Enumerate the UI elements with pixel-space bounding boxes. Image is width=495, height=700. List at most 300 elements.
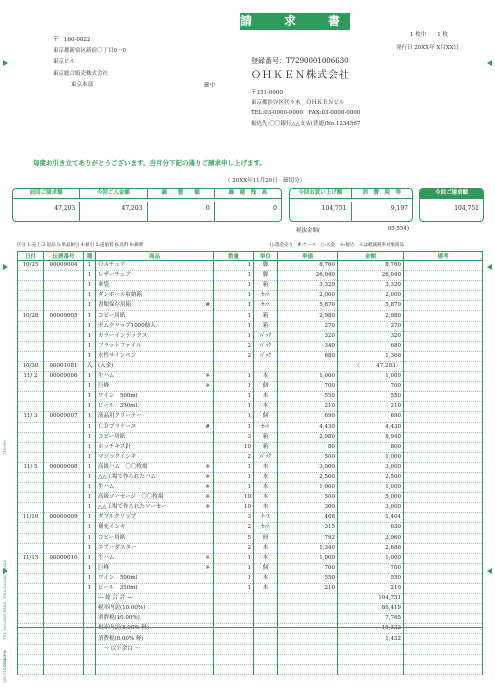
tax-mark: ※ xyxy=(205,463,210,470)
cell-note xyxy=(404,412,483,422)
cell-date xyxy=(18,392,44,402)
cell-product xyxy=(96,493,214,503)
cell-amount: 1,000 xyxy=(338,483,404,493)
cell-note xyxy=(404,553,483,563)
cell-unit-price xyxy=(278,634,338,644)
table-row xyxy=(18,644,483,654)
cell-quantity: 3 xyxy=(214,432,254,442)
cell-type: 1 xyxy=(84,573,96,583)
cell-unit: 本 xyxy=(254,402,278,412)
cell-type xyxy=(84,664,96,674)
cell-unit: 本 xyxy=(254,543,278,553)
cell-unit-price xyxy=(278,361,338,371)
punch-mark-icon xyxy=(487,264,492,270)
cell-date: 10/30 xyxy=(18,361,44,371)
cell-amount: 19,332 xyxy=(338,624,404,634)
cell-quantity xyxy=(214,664,254,674)
product-name: △△工場で作られたハム xyxy=(98,474,156,481)
cell-unit-price xyxy=(278,614,338,624)
cell-amount: 8,940 xyxy=(338,432,404,442)
table-row xyxy=(18,341,483,351)
summary-header: 調 整 額 xyxy=(148,189,215,198)
product-name: 税率内訳(8.00% 軽) xyxy=(98,625,150,632)
cell-type: 1 xyxy=(84,543,96,553)
product-name: 液晶用クリーナー xyxy=(98,413,143,420)
cell-amount: 1,000 xyxy=(338,372,404,382)
cell-product xyxy=(96,654,214,664)
cell-quantity: 1 xyxy=(214,462,254,472)
cell-slip-number xyxy=(44,634,84,644)
cell-unit-price: 690 xyxy=(278,412,338,422)
cell-slip-number xyxy=(44,452,84,462)
cell-slip-number xyxy=(44,664,84,674)
cell-slip-number xyxy=(44,503,84,513)
cell-product xyxy=(96,291,214,301)
cell-date xyxy=(18,271,44,281)
recipient-honorific: 御中 xyxy=(204,83,216,89)
recipient-address2: 東京ビル xyxy=(53,59,76,65)
cell-type: 1 xyxy=(84,261,96,271)
cell-type: 1 xyxy=(84,341,96,351)
table-row xyxy=(18,543,483,553)
cell-product xyxy=(96,331,214,341)
table-row xyxy=(18,604,483,614)
cell-quantity: 1 xyxy=(214,372,254,382)
cell-product xyxy=(96,664,214,674)
cell-unit-price xyxy=(278,664,338,674)
product-name: ビール 350ml xyxy=(98,585,138,592)
cell-type xyxy=(84,634,96,644)
table-row xyxy=(18,483,483,493)
table-row xyxy=(18,493,483,503)
cell-slip-number: 00009006 xyxy=(44,372,84,382)
tax-mark: ※ xyxy=(205,554,210,561)
cell-quantity: 1 xyxy=(214,382,254,392)
cell-product xyxy=(96,432,214,442)
cell-product xyxy=(96,271,214,281)
summary-value: 0 xyxy=(273,205,277,212)
cell-date xyxy=(18,442,44,452)
product-name: △△工場で作られたソーセー xyxy=(98,504,167,511)
cell-date xyxy=(18,422,44,432)
summary-value: 104,751 xyxy=(290,202,352,221)
cell-type: 1 xyxy=(84,503,96,513)
product-name: レザーチェア xyxy=(98,272,131,279)
cell-amount xyxy=(338,644,404,654)
cell-unit-price: 4,430 xyxy=(278,422,338,432)
cell-unit: ﾊﾟｯｸ xyxy=(254,351,278,361)
punch-mark-icon xyxy=(3,60,8,66)
cell-unit-price: 1,340 xyxy=(278,543,338,553)
cell-amount: 85,419 xyxy=(338,604,404,614)
cell-type: 1 xyxy=(84,372,96,382)
column-header: 日付 xyxy=(18,252,44,261)
table-row xyxy=(18,462,483,472)
table-row xyxy=(18,261,483,271)
cell-product xyxy=(96,412,214,422)
cell-unit: ｹｰｽ xyxy=(254,513,278,523)
product-name: ＯＡチェア xyxy=(98,262,126,269)
cell-type: 1 xyxy=(84,382,96,392)
cell-slip-number xyxy=(44,331,84,341)
tax-mark: ※ xyxy=(205,383,210,390)
cell-quantity: 10 xyxy=(214,493,254,503)
cell-quantity: 2 xyxy=(214,523,254,533)
cell-slip-number xyxy=(44,594,84,604)
cell-amount: 7,765 xyxy=(338,614,404,624)
cell-date xyxy=(18,493,44,503)
cell-unit-price xyxy=(278,644,338,654)
cell-type: 1 xyxy=(84,412,96,422)
cell-product xyxy=(96,553,214,563)
cell-quantity xyxy=(214,614,254,624)
cell-note xyxy=(404,331,483,341)
cell-product xyxy=(96,361,214,371)
product-name: 消費税(10.00%) xyxy=(98,615,140,622)
cell-unit: 本 xyxy=(254,584,278,594)
cell-quantity: 1 xyxy=(214,301,254,311)
cell-note xyxy=(404,261,483,271)
cell-product xyxy=(96,311,214,321)
cell-unit: 本 xyxy=(254,573,278,583)
column-header: 単価 xyxy=(278,252,338,261)
sender-postal: 〒151-0000 xyxy=(251,90,283,96)
cell-unit: ﾊﾟｯｸ xyxy=(254,331,278,341)
cell-note xyxy=(404,301,483,311)
product-name: ワイン 500ml xyxy=(98,574,138,581)
recipient-branch: 東京本部 xyxy=(71,82,94,88)
cell-unit: 本 xyxy=(254,503,278,513)
cell-amount: 680 xyxy=(338,341,404,351)
product-name: ― 総 合 計 ― xyxy=(98,595,133,602)
cell-unit-price: 300 xyxy=(278,503,338,513)
cell-unit: 箱 xyxy=(254,442,278,452)
side-brand: OHKEN xyxy=(2,650,7,668)
cell-amount: 2,500 xyxy=(338,472,404,482)
punch-mark-icon xyxy=(3,568,8,574)
cell-unit: ｾｯﾄ xyxy=(254,422,278,432)
product-name: 傘袋 xyxy=(98,282,110,289)
table-row xyxy=(18,503,483,513)
cell-amount: 550 xyxy=(338,573,404,583)
product-name: 巨峰 xyxy=(98,383,110,390)
side-contact: TEL 03(3395)8464 FAX 03(3867)8628 xyxy=(2,560,7,641)
recipient-address1: 東京都新宿区新宿〇丁目0－0 xyxy=(53,48,126,54)
cell-date xyxy=(18,341,44,351)
page-info: 1 枚中 1 枚 xyxy=(410,32,448,38)
product-name: ホッチキス針 xyxy=(98,443,131,450)
table-row xyxy=(18,563,483,573)
cell-type: 1 xyxy=(84,483,96,493)
product-name: 税率内訳(10.00%) xyxy=(98,605,146,612)
cell-unit-price: 680 xyxy=(278,351,338,361)
table-row xyxy=(18,624,483,634)
sender-company: ＯＨＫＥＮ株式会社 xyxy=(251,70,350,81)
cell-note xyxy=(404,634,483,644)
cell-unit: 個 xyxy=(254,382,278,392)
cell-date xyxy=(18,402,44,412)
summary-right-box xyxy=(419,188,484,222)
cell-slip-number xyxy=(44,573,84,583)
cell-amount: 800 xyxy=(338,442,404,452)
cell-note xyxy=(404,392,483,402)
cell-unit-price: 2,980 xyxy=(278,311,338,321)
cell-quantity: 1 xyxy=(214,563,254,573)
cell-note xyxy=(404,614,483,624)
cell-unit-price: 500 xyxy=(278,452,338,462)
cell-product xyxy=(96,483,214,493)
tax-mark: ※ xyxy=(205,373,210,380)
cell-product xyxy=(96,442,214,452)
table-row xyxy=(18,311,483,321)
cell-product xyxy=(96,261,214,271)
cell-date xyxy=(18,331,44,341)
cell-amount: 1,000 xyxy=(338,553,404,563)
summary-mid-box xyxy=(289,188,413,222)
cell-amount: 3,000 xyxy=(338,503,404,513)
cell-quantity: 3 xyxy=(214,513,254,523)
cell-unit xyxy=(254,604,278,614)
cell-unit: 箱 xyxy=(254,311,278,321)
side-code: 716090 xyxy=(2,440,7,456)
cell-unit-price xyxy=(278,624,338,634)
product-name: (入金) xyxy=(98,362,114,369)
cell-unit-price: 210 xyxy=(278,402,338,412)
table-header-row xyxy=(18,252,483,261)
product-name: エアーダスター xyxy=(98,544,137,551)
table-row xyxy=(18,513,483,523)
cell-amount: 550 xyxy=(338,392,404,402)
cell-amount: 3,960 xyxy=(338,533,404,543)
cell-amount: 2,980 xyxy=(338,311,404,321)
grand-total-value: 104,751 xyxy=(454,205,479,212)
product-name: ダブルクリップ xyxy=(98,514,136,521)
cell-slip-number: 00009010 xyxy=(44,553,84,563)
cell-type: 1 xyxy=(84,442,96,452)
summary-header: 今回ご入金額 xyxy=(80,189,147,198)
cell-note xyxy=(404,291,483,301)
cell-unit-price xyxy=(278,604,338,614)
cell-unit: 脚 xyxy=(254,271,278,281)
cell-date: 11/15 xyxy=(18,553,44,563)
product-name: ゼムクリップ1000個入 xyxy=(98,322,156,329)
cell-product xyxy=(96,392,214,402)
summary-header: 繰 越 残 高 xyxy=(228,190,268,196)
cell-note xyxy=(404,402,483,412)
tax-mark: ※ xyxy=(205,484,210,491)
table-row xyxy=(18,594,483,604)
tax-mark: # xyxy=(205,302,210,309)
cell-date xyxy=(18,432,44,442)
product-name: 補充インキ xyxy=(98,524,126,531)
summary-value: 0 xyxy=(148,202,215,221)
cell-quantity: 1 xyxy=(214,553,254,563)
cell-quantity: 1 xyxy=(214,271,254,281)
cell-type: 1 xyxy=(84,392,96,402)
cell-quantity: 10 xyxy=(214,442,254,452)
product-name: フラットファイル xyxy=(98,342,142,349)
cell-note xyxy=(404,624,483,634)
product-name: ワイン 500ml xyxy=(98,393,138,400)
cell-quantity: 1 xyxy=(214,573,254,583)
cell-product xyxy=(96,372,214,382)
cell-amount: 210 xyxy=(338,584,404,594)
cell-type: 1 xyxy=(84,462,96,472)
cell-date xyxy=(18,654,44,664)
issue-date: 発行日 20XX年 X月XX日 xyxy=(396,45,460,51)
cell-unit: 冊 xyxy=(254,533,278,543)
cell-type: 入 xyxy=(84,361,96,371)
cell-type: 1 xyxy=(84,523,96,533)
cell-type: 1 xyxy=(84,351,96,361)
cell-quantity xyxy=(214,594,254,604)
table-row xyxy=(18,372,483,382)
table-row xyxy=(18,654,483,664)
cell-quantity: 1 xyxy=(214,311,254,321)
cell-type: 1 xyxy=(84,331,96,341)
cell-product xyxy=(96,351,214,361)
table-row xyxy=(18,584,483,594)
document-title: 請 求 書 xyxy=(240,14,351,28)
cell-slip-number xyxy=(44,271,84,281)
cell-unit: ﾊﾟｯｸ xyxy=(254,341,278,351)
cell-type: 1 xyxy=(84,533,96,543)
cell-quantity: 1 xyxy=(214,291,254,301)
cell-amount xyxy=(338,654,404,664)
cell-unit: 脚 xyxy=(254,261,278,271)
cell-product xyxy=(96,523,214,533)
cell-unit: 箱 xyxy=(254,321,278,331)
cell-slip-number xyxy=(44,442,84,452)
cell-note xyxy=(404,483,483,493)
cell-product xyxy=(96,503,214,513)
summary-header: 今回ご請求額 xyxy=(434,190,468,196)
cell-amount: 5,870 xyxy=(338,301,404,311)
cell-date: 10/25 xyxy=(18,261,44,271)
product-name: 生ハム xyxy=(98,484,115,491)
summary-header: 今回お買い上げ額 xyxy=(290,189,352,198)
cell-unit: 本 xyxy=(254,472,278,482)
cell-unit: 本 xyxy=(254,372,278,382)
cell-quantity: 1 xyxy=(214,392,254,402)
cell-unit-price: 3,000 xyxy=(278,462,338,472)
cell-unit-price: 340 xyxy=(278,341,338,351)
cell-product xyxy=(96,614,214,624)
product-name: ＣＤプラケース xyxy=(98,423,137,430)
product-name: 消費税(8.00% 軽) xyxy=(98,635,144,642)
cell-unit xyxy=(254,361,278,371)
cell-date xyxy=(18,472,44,482)
cell-slip-number: 00009009 xyxy=(44,513,84,523)
cell-unit: ｾｯﾄ xyxy=(254,523,278,533)
punch-mark-icon xyxy=(3,264,8,270)
cell-unit: 本 xyxy=(254,553,278,563)
cell-slip-number xyxy=(44,604,84,614)
cell-date xyxy=(18,321,44,331)
cell-product xyxy=(96,422,214,432)
cell-note xyxy=(404,584,483,594)
cell-slip-number xyxy=(44,281,84,291)
cell-unit-price: 1,000 xyxy=(278,372,338,382)
cell-amount: 210 xyxy=(338,402,404,412)
cell-slip-number: 00009005 xyxy=(44,311,84,321)
cell-unit: 本 xyxy=(254,392,278,402)
cell-slip-number xyxy=(44,483,84,493)
summary-header: 消 費 税 等 xyxy=(362,190,401,196)
cell-unit: ｾｯﾄ xyxy=(254,301,278,311)
cell-note xyxy=(404,382,483,392)
cell-note xyxy=(404,664,483,674)
tax-mark: ※ xyxy=(205,494,210,501)
summary-value: 9,197 xyxy=(390,205,408,212)
cell-type: 1 xyxy=(84,291,96,301)
cell-quantity: 1 xyxy=(214,422,254,432)
cell-quantity: 1 xyxy=(214,472,254,482)
table-row xyxy=(18,281,483,291)
cell-unit-price: 320 xyxy=(278,331,338,341)
cell-date xyxy=(18,503,44,513)
table-row xyxy=(18,422,483,432)
cell-note xyxy=(404,422,483,432)
cell-quantity: 2 xyxy=(214,452,254,462)
cell-type: 1 xyxy=(84,563,96,573)
cell-date xyxy=(18,563,44,573)
cell-slip-number xyxy=(44,624,84,634)
cell-quantity xyxy=(214,654,254,664)
cell-product xyxy=(96,533,214,543)
cell-unit: ｾｯﾄ xyxy=(254,291,278,301)
table-row xyxy=(18,291,483,301)
table-row xyxy=(18,392,483,402)
cell-product xyxy=(96,462,214,472)
cell-amount: 3,000 xyxy=(338,462,404,472)
cell-slip-number xyxy=(44,321,84,331)
cell-note xyxy=(404,493,483,503)
cell-date xyxy=(18,644,44,654)
cell-quantity xyxy=(214,644,254,654)
cell-product xyxy=(96,281,214,291)
cell-product xyxy=(96,624,214,634)
cell-type: 1 xyxy=(84,402,96,412)
cell-note xyxy=(404,442,483,452)
cell-date: 10/28 xyxy=(18,311,44,321)
tax-excl-label: 税抜金額( xyxy=(296,228,321,234)
cell-date xyxy=(18,452,44,462)
cell-product xyxy=(96,472,214,482)
table-row xyxy=(18,382,483,392)
cell-note xyxy=(404,432,483,442)
cell-amount: 26,040 xyxy=(338,271,404,281)
cell-quantity xyxy=(214,604,254,614)
cell-product xyxy=(96,513,214,523)
cell-unit-price: 3,320 xyxy=(278,281,338,291)
cell-note xyxy=(404,341,483,351)
recipient-company: 東京総合販売株式会社 xyxy=(53,71,109,77)
cell-type: 1 xyxy=(84,584,96,594)
cell-slip-number xyxy=(44,392,84,402)
cell-date: 11/ 2 xyxy=(18,372,44,382)
cell-quantity xyxy=(214,634,254,644)
cell-unit xyxy=(254,664,278,674)
cell-amount: 700 xyxy=(338,382,404,392)
cell-type xyxy=(84,654,96,664)
cell-slip-number: 00009007 xyxy=(44,412,84,422)
cell-slip-number xyxy=(44,543,84,553)
product-name: コピー用紙 xyxy=(98,433,126,440)
cell-slip-number xyxy=(44,644,84,654)
cell-unit-price: 550 xyxy=(278,392,338,402)
cell-unit-price: 5,870 xyxy=(278,301,338,311)
